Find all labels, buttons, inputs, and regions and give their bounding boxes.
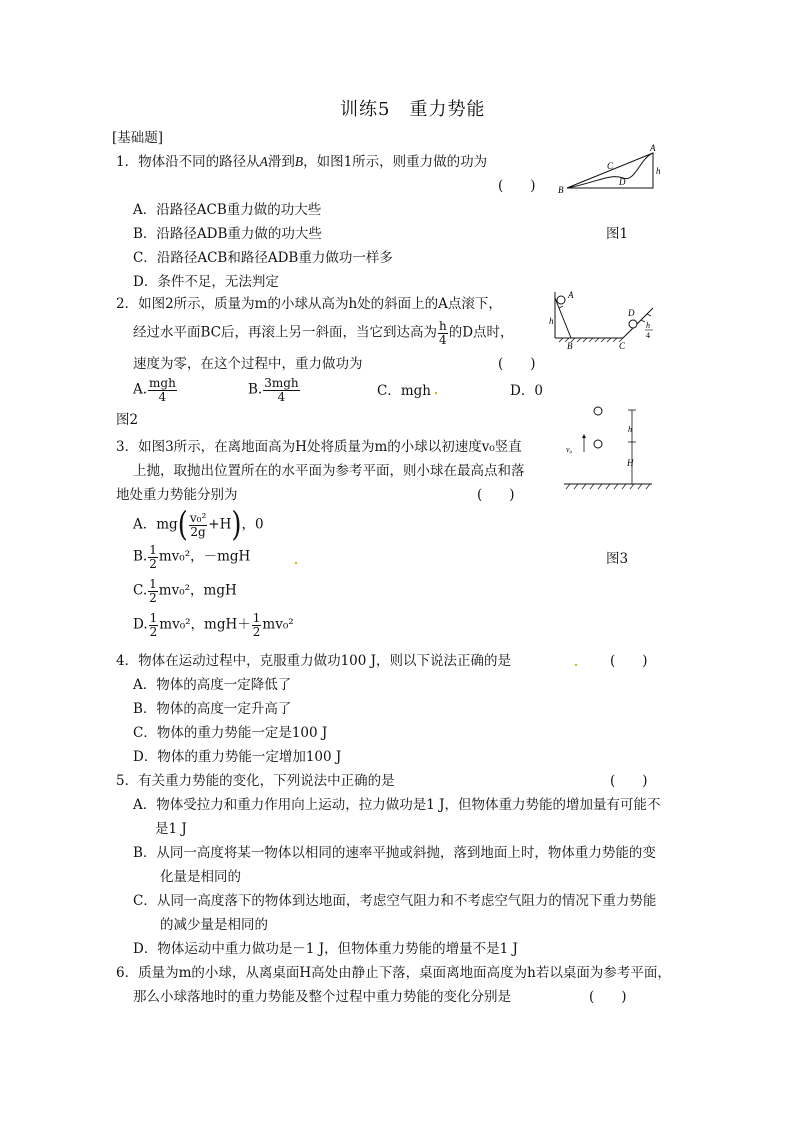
q3-option-b: B. $\frac{1}{2}$ mv₀²，－mgH bbox=[133, 543, 251, 571]
fig2-label-c: C bbox=[619, 341, 626, 350]
fig3-label-H: H bbox=[627, 458, 634, 468]
q6-line2: 那么小球落地时的重力势能及整个过程中重力势能的变化分别是 bbox=[133, 989, 511, 1005]
q4-option-d: D．物体的重力势能一定增加100 J bbox=[133, 749, 342, 765]
q5-option-b-line1: B．从同一高度将某一物体以相同的速率平抛或斜抛，落到地面上时，物体重力势能的变 bbox=[133, 845, 656, 861]
q5-option-d: D．物体运动中重力做功是－1 J，但物体重力势能的增量不是1 J bbox=[133, 941, 518, 957]
fig1-label-c: C bbox=[607, 161, 614, 171]
fig2-ball-a bbox=[557, 296, 565, 304]
q5-answer-bracket: ( ) bbox=[610, 773, 648, 789]
q5-stem: 5．有关重力势能的变化，下列说法中正确的是 bbox=[116, 773, 395, 789]
q4-option-c: C．物体的重力势能一定是100 J bbox=[133, 725, 328, 741]
q1-option-c: C．沿路径ACB和路径ADB重力做功一样多 bbox=[133, 250, 393, 266]
q3-option-a: A．mg( $\frac{\text{v₀²}}{2g}$ +H)，0 bbox=[133, 505, 264, 545]
fig2-label-a: A bbox=[568, 290, 574, 300]
fig3-label-h: h bbox=[628, 425, 632, 434]
q5-option-a-line2: 是1 J bbox=[155, 821, 187, 837]
stray-mark bbox=[435, 392, 437, 394]
q2-line3: 速度为零，在这个过程中，重力做功为 bbox=[133, 356, 363, 372]
fig3-label-v0: v₀ bbox=[566, 445, 573, 454]
q2-option-d: D．0 bbox=[510, 383, 543, 399]
q3-answer-bracket: ( ) bbox=[477, 487, 515, 503]
q1-answer-bracket: ( ) bbox=[498, 178, 536, 194]
q5-option-c-line2: 的减少量是相同的 bbox=[160, 917, 268, 933]
figure-2 bbox=[545, 288, 660, 350]
fig2-label-d: D bbox=[628, 308, 635, 318]
figure-3 bbox=[562, 402, 654, 494]
fig2-ball-d bbox=[629, 320, 637, 328]
fig1-caption: 图1 bbox=[606, 226, 629, 242]
q3-line2: 上抛，取抛出位置所在的水平面为参考平面，则小球在最高点和落 bbox=[133, 463, 525, 479]
q1-option-a: A．沿路径ACB重力做的功大些 bbox=[133, 202, 322, 218]
q4-answer-bracket: ( ) bbox=[610, 653, 648, 669]
stray-mark bbox=[575, 664, 577, 666]
figure-1 bbox=[555, 143, 667, 195]
fig3-ball-launch bbox=[594, 440, 602, 448]
q2-line2: 经过水平面BC后，再滚上另一斜面，当它到达高为 $\frac{h}{4}$ 的D点时， bbox=[133, 319, 514, 347]
section-label: [基础题] bbox=[112, 130, 164, 146]
q4-option-a: A．物体的高度一定降低了 bbox=[133, 677, 292, 693]
q2-answer-bracket: ( ) bbox=[498, 356, 536, 372]
q5-option-a-line1: A．物体受拉力和重力作用向上运动，拉力做功是1 J，但物体重力势能的增加量有可能不 bbox=[133, 797, 661, 813]
q4-stem: 4．物体在运动过程中，克服重力做功100 J，则以下说法正确的是 bbox=[116, 653, 512, 669]
q3-line1: 3．如图3所示，在离地面高为H处将质量为m的小球以初速度v₀竖直 bbox=[116, 439, 522, 455]
q1-stem: 1．物体沿不同的路径从A滑到B，如图1所示，则重力做的功为 bbox=[116, 154, 488, 170]
q2-option-b: B. $\frac{\text{3mgh}}{4}$ bbox=[248, 376, 299, 404]
q3-line3: 地处重力势能分别为 bbox=[116, 487, 238, 503]
q5-option-c-line1: C．从同一高度落下的物体到达地面，考虑空气阻力和不考虑空气阻力的情况下重力势能 bbox=[133, 893, 657, 909]
fig3-caption: 图3 bbox=[606, 551, 629, 567]
q6-answer-bracket: ( ) bbox=[589, 989, 627, 1005]
fig1-label-a: A bbox=[650, 143, 656, 153]
q2-fraction-h-over-4: $\frac{h}{4}$ bbox=[439, 319, 447, 347]
q2-option-a: A. $\frac{\text{mgh}}{4}$ bbox=[133, 376, 176, 404]
q1-option-b: B．沿路径ADB重力做的功大些 bbox=[133, 226, 322, 242]
fig2-label-h4-num: h bbox=[646, 321, 650, 330]
fig2-label-b: B bbox=[567, 341, 573, 350]
fig3-ball-top bbox=[594, 407, 602, 415]
fig2-label-h4-den: 4 bbox=[646, 331, 650, 340]
fig2-caption: 图2 bbox=[116, 412, 139, 428]
q4-option-b: B．物体的高度一定升高了 bbox=[133, 701, 292, 717]
q3-option-d: D. $\frac{1}{2}$ mv₀²，mgH＋ $\frac{1}{2}$ mv₀² bbox=[133, 611, 294, 639]
page-title: 训练5 重力势能 bbox=[340, 99, 486, 120]
q2-option-c: C．mgh bbox=[377, 383, 431, 399]
q2-line1: 2．如图2所示，质量为m的小球从高为h处的斜面上的A点滚下， bbox=[116, 296, 502, 312]
stray-mark bbox=[295, 562, 297, 564]
fig1-label-b: B bbox=[558, 185, 564, 195]
q1-option-d: D．条件不足，无法判定 bbox=[133, 274, 279, 290]
q3-option-c: C. $\frac{1}{2}$ mv₀²，mgH bbox=[133, 577, 237, 605]
fig1-label-d: D bbox=[619, 177, 626, 187]
q6-line1: 6．质量为m的小球，从离桌面H高处由静止下落，桌面离地面高度为h若以桌面为参考平面， bbox=[116, 965, 671, 981]
fig2-label-h: h bbox=[549, 316, 554, 326]
fig1-label-h: h bbox=[656, 166, 661, 176]
q5-option-b-line2: 化量是相同的 bbox=[160, 869, 241, 885]
